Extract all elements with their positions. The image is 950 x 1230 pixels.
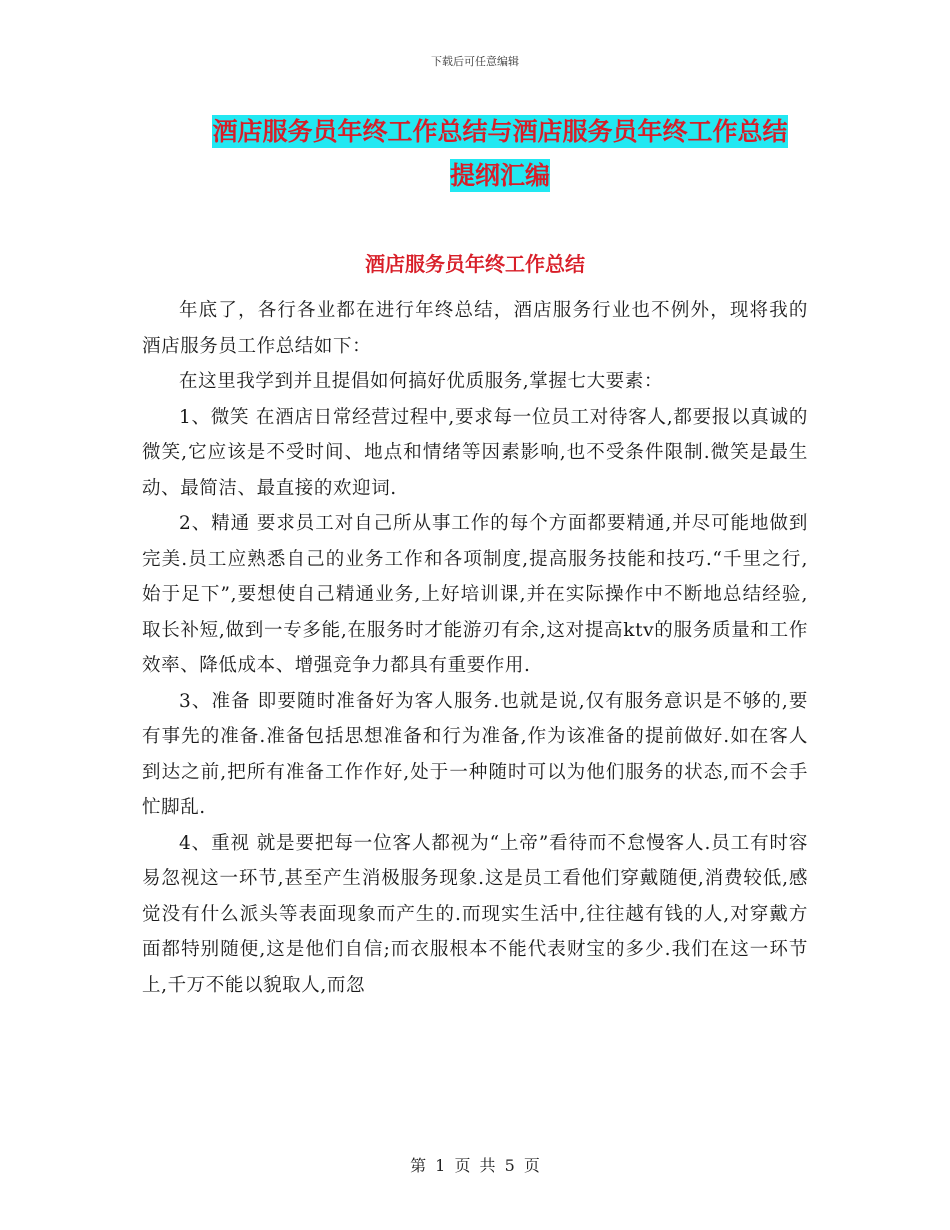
document-title-line-1: 酒店服务员年终工作总结与酒店服务员年终工作总结 — [212, 117, 788, 146]
paragraph-smile: 1、微笑 在酒店日常经营过程中,要求每一位员工对待客人,都要报以真诚的微笑,它应该是不受时间、地点和情绪等因素影响,也不受条件限制.微笑是最生动、最简洁、最直接的欢迎词. — [142, 406, 808, 499]
document-body — [142, 293, 808, 1003]
page-number-footer: 第 1 页 共 5 页 — [410, 1156, 540, 1175]
header-note: 下载后可任意编辑 — [431, 55, 519, 68]
paragraph-seven-elements: 在这里我学到并且提倡如何搞好优质服务,掌握七大要素： — [179, 371, 663, 392]
document-title — [140, 110, 860, 198]
document-title-line-2: 提纲汇编 — [449, 161, 550, 190]
paragraph-proficiency: 2、精通 要求员工对自己所从事工作的每个方面都要精通,并尽可能地做到完美.员工应熟悉自己的业务工作和各项制度,提高服务技能和技巧.“千里之行,始于足下”,要想使自己精通业务,上好培训课,并在实际操作中不断地总结经验,取长补短,做到一专多能,在服务时才能游刃有余,这对提高ktv的服务质量和工作效率、降低成本、增强竞争力都具有重要作用. — [142, 513, 808, 676]
paragraph-attention: 4、重视 就是要把每一位客人都视为“上帝”看待而不怠慢客人.员工有时容易忽视这一环节,甚至产生消极服务现象.这是员工看他们穿戴随便,消费较低,感觉没有什么派头等表面现象而产生的.而现实生活中,往往越有钱的人,对穿戴方面都特别随便,这是他们自信;而衣服根本不能代表财宝的多少.我们在这一环节上,千万不能以貌取人,而忽 — [142, 832, 808, 996]
section-title: 酒店服务员年终工作总结 — [365, 252, 585, 276]
paragraph-preparation: 3、准备 即要随时准备好为客人服务.也就是说,仅有服务意识是不够的,要有事先的准备.准备包括思想准备和行为准备,作为该准备的提前做好.如在客人到达之前,把所有准备工作作好,处于一种随时可以为他们服务的状态,而不会手忙脚乱. — [142, 690, 808, 818]
paragraph-intro: 年底了，各行各业都在进行年终总结，酒店服务行业也不例外，现将我的酒店服务员工作总结如下： — [142, 300, 808, 357]
